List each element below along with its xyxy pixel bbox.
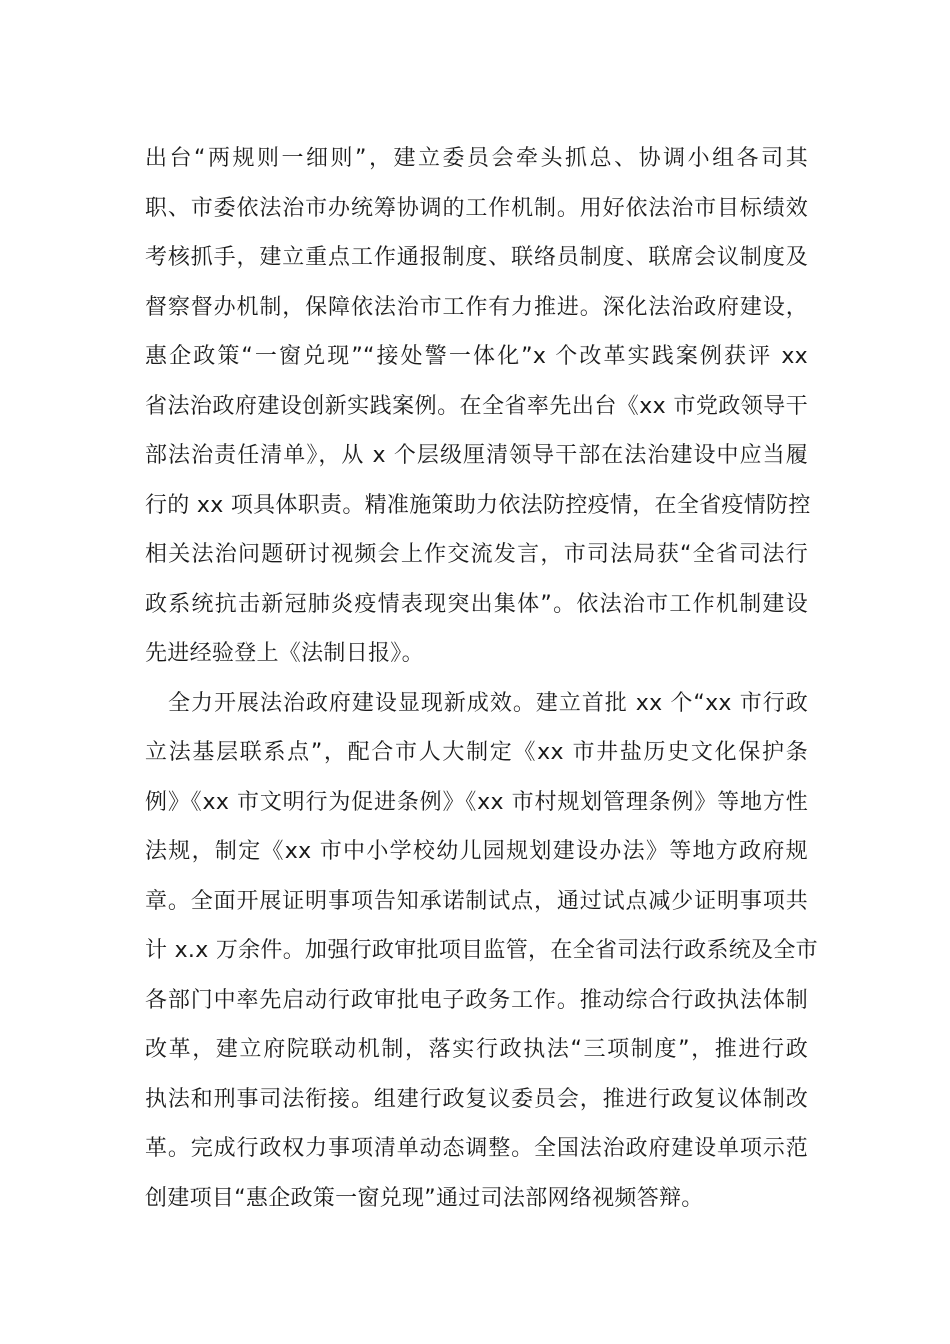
paragraph-1 [145, 134, 811, 679]
text-line: 先进经验登上《法制日报》。 [145, 641, 424, 666]
text-line: 全力开展法治政府建设显现新成效。建立首批 xx 个“xx 市行政 [145, 690, 808, 716]
text-line: 考核抓手，建立重点工作通报制度、联络员制度、联席会议制度及 [145, 245, 808, 270]
text-line: 省法治政府建设创新实践案例。在全省率先出台《xx 市党政领导干 [145, 393, 808, 419]
text-line: 部法治责任清单》，从 x 个层级厘清领导干部在法治建设中应当履 [145, 443, 808, 468]
text-line: 改革，建立府院联动机制，落实行政执法“三项制度”，推进行政 [145, 1037, 808, 1062]
text-line: 章。全面开展证明事项告知承诺制试点，通过试点减少证明事项共 [145, 888, 808, 914]
text-line: 行的 xx 项具体职责。精准施策助力依法防控疫情，在全省疫情防控 [145, 492, 811, 518]
text-line: 督察督办机制，保障依法治市工作有力推进。深化法治政府建设， [145, 294, 808, 320]
text-line: 政系统抗击新冠肺炎疫情表现突出集体”。依法治市工作机制建设 [145, 591, 808, 617]
text-line: 例》《xx 市文明行为促进条例》《xx 市村规划管理条例》等地方性 [145, 789, 808, 815]
paragraph-2 [145, 679, 818, 1224]
text-line: 相关法治问题研讨视频会上作交流发言，市司法局获“全省司法行 [145, 542, 808, 567]
text-line: 出台“两规则一细则”，建立委员会牵头抓总、协调小组各司其 [145, 146, 808, 171]
text-line: 革。完成行政权力事项清单动态调整。全国法治政府建设单项示范 [145, 1136, 808, 1161]
text-line: 各部门中率先启动行政审批电子政务工作。推动综合行政执法体制 [145, 987, 808, 1013]
text-line: 创建项目“惠企政策一窗兑现”通过司法部网络视频答辩。 [145, 1185, 704, 1211]
text-line: 立法基层联系点”，配合市人大制定《xx 市井盐历史文化保护条 [145, 740, 808, 765]
text-line: 计 x.x 万余件。加强行政审批项目监管，在全省司法行政系统及全市 [145, 938, 818, 963]
text-line: 法规，制定《xx 市中小学校幼儿园规划建设办法》等地方政府规 [145, 839, 808, 864]
text-line: 执法和刑事司法衔接。组建行政复议委员会，推进行政复议体制改 [145, 1086, 808, 1112]
text-line: 惠企政策“一窗兑现”“接处警一体化”x 个改革实践案例获评 xx [145, 344, 808, 369]
text-line: 职、市委依法治市办统筹协调的工作机制。用好依法治市目标绩效 [145, 195, 808, 221]
